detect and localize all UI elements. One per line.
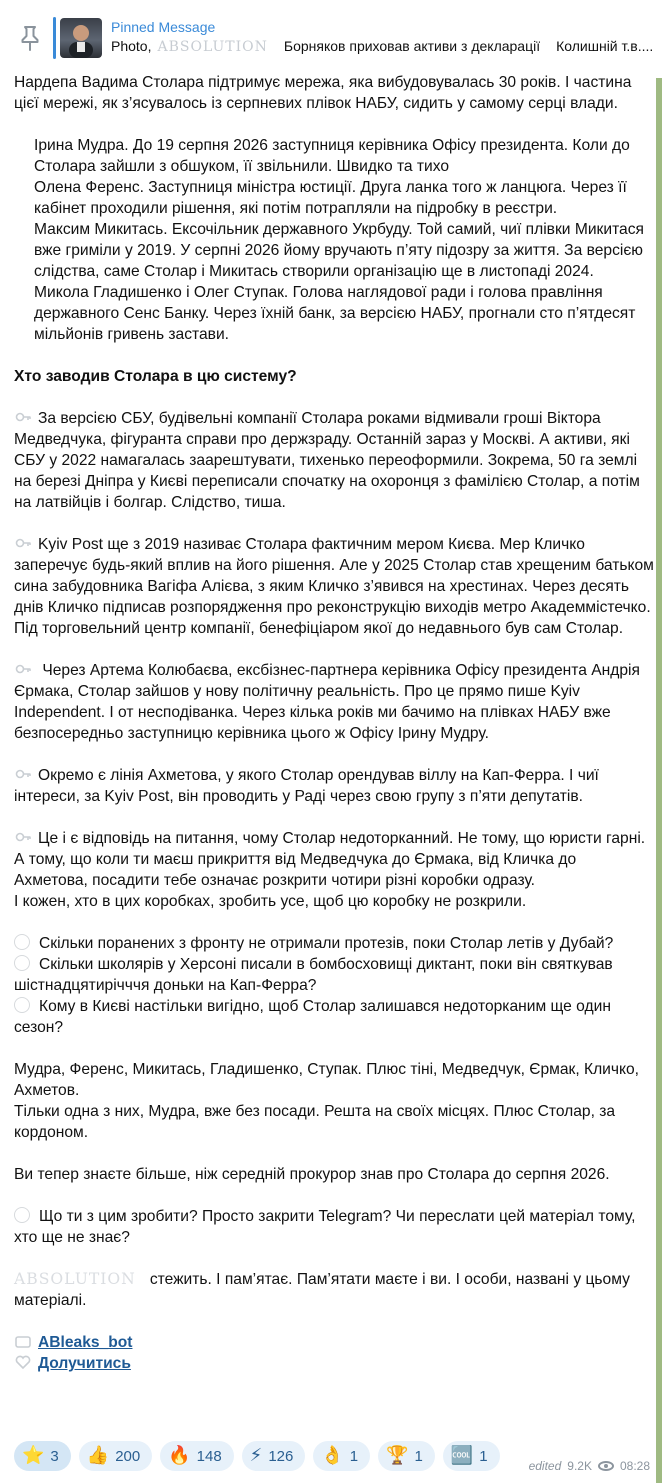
message-meta: [529, 1459, 650, 1473]
question-emoji-icon: [14, 955, 30, 971]
pinned-message-bar[interactable]: [0, 0, 662, 78]
paragraph-status: Тільки одна з них, Мудра, вже без посади. Решта на своїх місцях. Плюс Столар, за кордоном.: [14, 1103, 616, 1141]
pinned-snippet-2: Колишній т.в....: [556, 38, 654, 54]
view-count: 9.2K: [567, 1459, 592, 1473]
question-1: Скільки поранених з фронту не отримали протезів, поки Столар летів у Дубай?: [39, 935, 614, 952]
trophy-icon: 🏆: [386, 1445, 409, 1466]
pinned-title: Pinned Message: [111, 19, 216, 35]
question-emoji-icon: [14, 1207, 30, 1223]
reactions-bar: [14, 1441, 500, 1471]
heart-emoji-icon: [14, 1353, 32, 1371]
message-time: 08:28: [619, 1459, 650, 1473]
reaction-count: 148: [196, 1447, 222, 1465]
paragraph-signature: стежить. І пам’ятає. Пам’ятати маєте і ви. І особи, названі у цьому матеріалі.: [14, 1271, 630, 1309]
reaction-count: 200: [115, 1447, 141, 1465]
key-emoji-icon: [14, 660, 32, 678]
chat-background-edge: [656, 78, 662, 1483]
star-icon: ⭐: [22, 1445, 45, 1466]
lightning-icon: ⚡: [249, 1445, 263, 1466]
reaction-count: 1: [479, 1447, 488, 1465]
pin-icon[interactable]: [18, 24, 42, 52]
paragraph-names: Мудра, Ференс, Микитась, Гладишенко, Ступак. Плюс тіні, Медведчук, Єрмак, Кличко, Ахметов.: [14, 1061, 640, 1099]
join-link[interactable]: Долучитись: [38, 1355, 131, 1372]
section-heading: Хто заводив Столара в цю систему?: [14, 368, 297, 385]
paragraph-mudra: Ірина Мудра. До 19 серпня 2026 заступниця керівника Офісу президента. Коли до Столара зайшли з обшуком, її звільнили. Швидко та тихо: [34, 137, 630, 175]
paragraph-sbu: За версією СБУ, будівельні компанії Столара роками відмивали гроші Віктора Медведчука, фігуранта справи про держзраду. Останній зараз у Москві. А активи, які СБУ у 2022 намагалась заарештувати, тихенько переоформили. Зокрема, 50 га землі на березі Дніпра у Києві переписали спочатку на охоронця з фамілією Столар, а потім на латвійців і болгар. Слідство, тиша.: [14, 410, 640, 511]
paragraph-mykytas: Максим Микитась. Ексочільник державного Укрбуду. Той самий, чиї плівки Микитася вже гриміли у 2019. У серпні 2026 йому вручають п’яту підозру за життя. За версією слідства, саме Столар і Микитась створили організацію ще в листопаді 2024.: [34, 221, 644, 280]
pinned-accent-bar: [53, 17, 56, 59]
reaction-count: 1: [349, 1447, 359, 1465]
paragraph-akhmetov: Окремо є лінія Ахметова, у якого Столар орендував віллу на Кап-Ферра. І чиї інтереси, за Kyiv Post, він проводить у Раді через свою групу з п’яти депутатів.: [14, 767, 599, 805]
bot-link[interactable]: ABleaks_bot: [38, 1334, 133, 1351]
pinned-snippet-1: Борняков приховав активи з декларації: [283, 38, 541, 54]
mailbox-emoji-icon: [14, 1332, 32, 1350]
paragraph-intro: Нардепа Вадима Столара підтримує мережа, яка вибудовувалась 30 років. І частина цієї мережі, як з’ясувалось із серпневих плівок НАБУ, сидить у самому серці влади.: [14, 74, 632, 112]
reaction-cool[interactable]: [443, 1441, 500, 1471]
paragraph-kyiv-post: Kyiv Post ще з 2019 називає Столара фактичним мером Києва. Мер Кличко заперечує будь-який вплив на його рішення. Але у 2025 Столар став хрещеним батьком сина забудовника Вагіфа Алієва, з яким Кличко з’явився на хрестинах. Через десять днів Кличко підписав розпорядження про реконструкцію виходів метро Академмістечко. Під торговельний центр компанії, бенефіціаром якої до недавнього був сам Столар.: [14, 536, 654, 637]
ok-hand-icon: 👌: [321, 1445, 344, 1466]
paragraph-prosecutor: Ви тепер знаєте більше, ніж середній прокурор знав про Столара до серпня 2026.: [14, 1166, 610, 1183]
reaction-lightning[interactable]: [242, 1441, 306, 1471]
paragraph-boxes: І кожен, хто в цих коробках, зробить усе, щоб цю коробку не розкрили.: [14, 893, 527, 910]
paragraph-call-to-action: Що ти з цим зробити? Просто закрити Telegram? Чи переслати цей матеріал тому, хто ще не знає?: [14, 1208, 636, 1246]
cool-icon: 🆒: [450, 1445, 474, 1466]
reaction-ok-hand[interactable]: [313, 1441, 370, 1471]
reaction-fire[interactable]: [160, 1441, 233, 1471]
pinned-watermark: ABSOLUTION: [157, 39, 268, 55]
question-emoji-icon: [14, 997, 30, 1013]
key-emoji-icon: [14, 408, 32, 426]
paragraph-ferens: Олена Ференс. Заступниця міністра юстиції. Друга ланка того ж ланцюга. Через її кабінет проходили рішення, які потім потрапляли на підробку в реєстри.: [34, 179, 627, 217]
key-emoji-icon: [14, 828, 32, 846]
fire-icon: 🔥: [168, 1445, 191, 1466]
reaction-count: 3: [50, 1447, 59, 1465]
paragraph-kolyubaev: Через Артема Колюбаєва, ексбізнес-партнера керівника Офісу президента Андрія Єрмака, Столар зайшов у нову політичну реальність. Про це прямо пише Kyiv Independent. І от несподіванка. Через кілька років ми бачимо на плівках НАБУ вже безпосередньо заступницю керівника цього ж Офісу Ірину Мудру.: [14, 662, 640, 742]
reaction-star[interactable]: [14, 1441, 71, 1471]
question-emoji-icon: [14, 934, 30, 950]
question-2: Скільки школярів у Херсоні писали в бомбосховищі диктант, поки він святкував шістнадцятирічччя доньки на Кап-Ферра?: [14, 956, 613, 994]
key-emoji-icon: [14, 534, 32, 552]
edited-label: edited: [528, 1459, 562, 1473]
paragraph-answer: Це і є відповідь на питання, чому Столар недоторканний. Не тому, що юристи гарні. А тому, що коли ти маєш прикриття від Медведчука до Єрмака, від Кличка до Ахметова, посадити тебе означає розкрити чотири різні коробки одразу.: [14, 830, 646, 889]
message-text: [14, 72, 654, 1374]
signature-watermark: ABSOLUTION: [14, 1270, 136, 1288]
question-3: Кому в Києві настільки вигідно, щоб Столар залишався недоторканим ще один сезон?: [14, 998, 611, 1036]
reaction-thumbs-up[interactable]: [79, 1441, 152, 1471]
thumbs-up-icon: 👍: [86, 1445, 110, 1466]
reaction-count: 1: [414, 1447, 423, 1465]
key-emoji-icon: [14, 765, 32, 783]
pinned-snippet: [111, 38, 653, 55]
pinned-thumbnail: [60, 18, 102, 58]
pinned-media-label: Photo,: [111, 38, 152, 54]
eye-icon: [598, 1461, 614, 1471]
reaction-count: 126: [268, 1447, 294, 1465]
paragraph-hladyshenko: Микола Гладишенко і Олег Ступак. Голова наглядової ради і голова правління державного Сенс Банку. Через їхній банк, за версією НАБУ, прогнали сто п’ятдесят мільйонів гривень застави.: [34, 284, 636, 343]
reaction-trophy[interactable]: [378, 1441, 435, 1471]
